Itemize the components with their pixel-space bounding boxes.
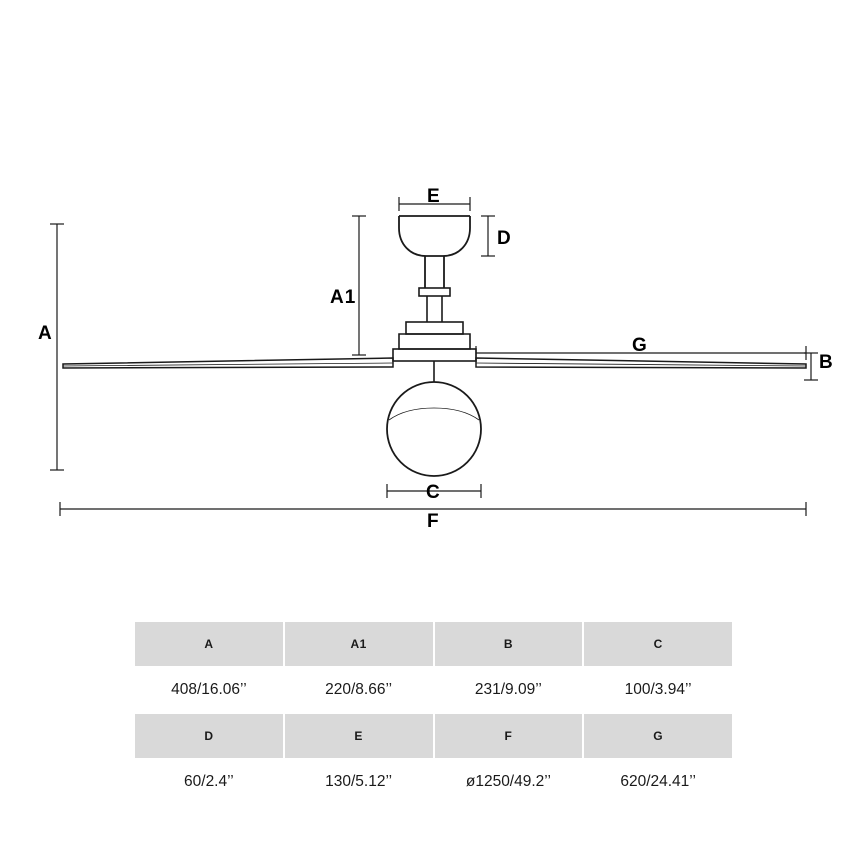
dimension-label-G: G [632,335,647,356]
table-header-cell: B [434,621,584,667]
dimension-label-C: C [426,482,440,503]
table-value-cell: 60/2.4’’ [134,759,284,805]
dimension-spec-table [133,620,734,806]
table-row-headers-1 [134,621,733,667]
table-header-cell: E [284,713,434,759]
table-row-values-1 [134,667,733,713]
table-header-cell: C [583,621,733,667]
table-header-cell: A1 [284,621,434,667]
table-value-cell: 130/5.12’’ [284,759,434,805]
table-value-cell: 620/24.41’’ [583,759,733,805]
dimension-label-A1: A1 [330,287,357,308]
dimension-label-A: A [38,323,52,344]
table-header-cell: F [434,713,584,759]
table-header-cell: G [583,713,733,759]
dimension-label-E: E [427,186,440,207]
table-row-headers-2 [134,713,733,759]
table-header-cell: A [134,621,284,667]
dimension-label-D: D [497,228,511,249]
table-value-cell: 231/9.09’’ [434,667,584,713]
table-value-cell: 408/16.06’’ [134,667,284,713]
table-value-cell: 100/3.94’’ [583,667,733,713]
table-row-values-2 [134,759,733,805]
table-value-cell: ø1250/49.2’’ [434,759,584,805]
dimension-label-B: B [819,352,833,373]
dimension-label-F: F [427,511,439,532]
table-header-cell: D [134,713,284,759]
table-value-cell: 220/8.66’’ [284,667,434,713]
